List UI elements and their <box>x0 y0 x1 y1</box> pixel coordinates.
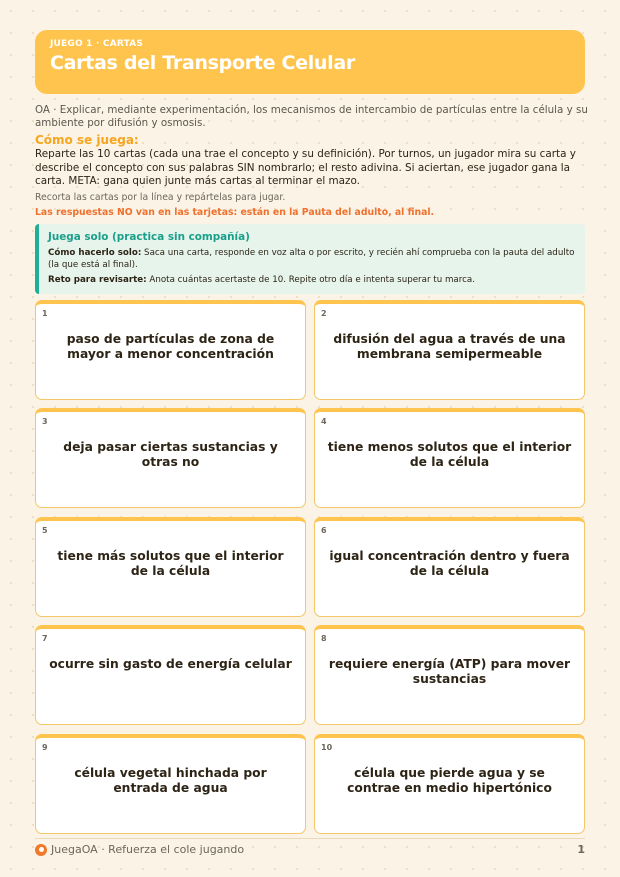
solo-how <box>48 247 575 271</box>
how-to-play-text: Reparte las 10 cartas (cada una trae el concepto y su definición). Por turnos, un jugador mira su carta y describe el concepto con sus palabras SIN nombrarlo; el resto adivina. Si aciertan, ese jugador gana la carta. META: gana quien junte más cartas al terminar el mazo. <box>35 148 576 187</box>
card[interactable] <box>35 517 306 617</box>
solo-play-box <box>35 224 585 294</box>
card-text: deja pasar ciertas sustancias y otras no <box>63 440 278 469</box>
card-text: paso de partículas de zona de mayor a menor concentración <box>66 332 275 361</box>
solo-challenge-text: Anota cuántas acertaste de 10. Repite otro día e intenta superar tu marca. <box>146 275 475 285</box>
footer-divider <box>35 838 585 839</box>
card-number: 2 <box>321 309 327 318</box>
game-kicker: JUEGO 1 · CARTAS <box>50 39 144 49</box>
card[interactable] <box>314 625 585 725</box>
card-text: ocurre sin gasto de energía celular <box>49 657 292 671</box>
card[interactable] <box>35 300 306 400</box>
solo-heading: Juega solo (practica sin compañía) <box>48 231 250 243</box>
card-number: 3 <box>42 417 48 426</box>
card-text: tiene más solutos que el interior de la célula <box>57 549 284 578</box>
cut-note: Recorta las cartas por la línea y repártelas para jugar. <box>35 192 286 203</box>
solo-how-text: Saca una carta, responde en voz alta o por escrito, y recién ahí comprueba con la pauta del adulto (la que está al final). <box>48 248 575 270</box>
card-text: requiere energía (ATP) para mover sustancias <box>328 657 571 686</box>
card-number: 7 <box>42 634 48 643</box>
card[interactable] <box>314 517 585 617</box>
page-title: Cartas del Transporte Celular <box>50 52 355 74</box>
card-number: 9 <box>42 743 48 752</box>
target-icon <box>35 844 47 856</box>
learning-objective: OA · Explicar, mediante experimentación, los mecanismos de intercambio de partículas entre la célula y su ambiente por difusión y osmosis. <box>35 104 588 129</box>
card-number: 8 <box>321 634 327 643</box>
card-number: 5 <box>42 526 48 535</box>
how-to-play-heading: Cómo se juega: <box>35 133 139 147</box>
card[interactable] <box>35 408 306 508</box>
footer-brand: JuegaOA · Refuerza el cole jugando <box>51 843 245 856</box>
card[interactable] <box>314 408 585 508</box>
card-number: 6 <box>321 526 327 535</box>
page-number: 1 <box>577 843 585 856</box>
card-number: 10 <box>321 743 333 752</box>
card[interactable] <box>35 625 306 725</box>
card-text: igual concentración dentro y fuera de la célula <box>329 549 570 578</box>
card-text: tiene menos solutos que el interior de la célula <box>327 440 572 469</box>
card-text: difusión del agua a través de una membrana semipermeable <box>333 332 566 361</box>
card-number: 1 <box>42 309 48 318</box>
solo-challenge <box>48 274 575 286</box>
card[interactable] <box>314 300 585 400</box>
answers-warning: Las respuestas NO van en las tarjetas: están en la Pauta del adulto, al final. <box>35 207 435 218</box>
card-text: célula vegetal hinchada por entrada de agua <box>74 766 267 795</box>
card-text: célula que pierde agua y se contrae en medio hipertónico <box>347 766 552 795</box>
solo-how-label: Cómo hacerlo solo: <box>48 248 142 258</box>
footer <box>35 843 244 856</box>
card-number: 4 <box>321 417 327 426</box>
header-banner <box>35 30 585 94</box>
card[interactable] <box>35 734 306 834</box>
card[interactable] <box>314 734 585 834</box>
solo-challenge-label: Reto para revisarte: <box>48 275 147 285</box>
